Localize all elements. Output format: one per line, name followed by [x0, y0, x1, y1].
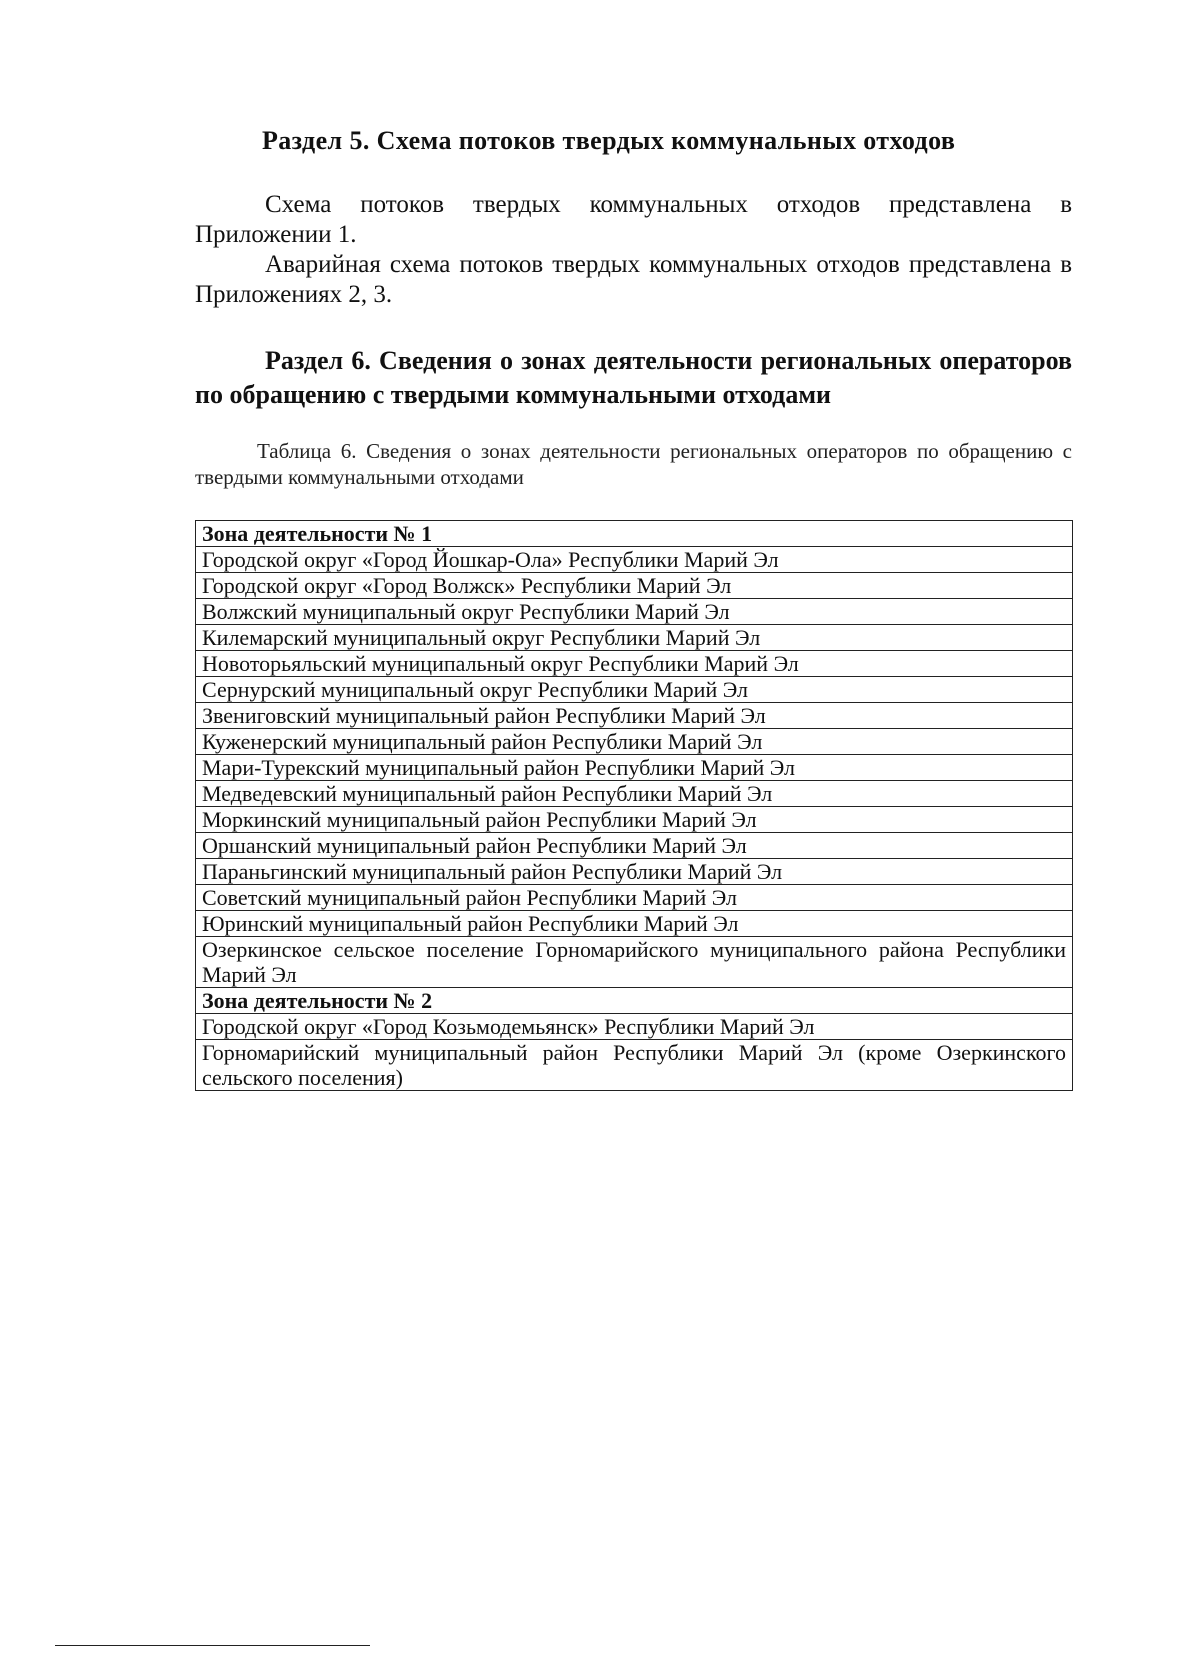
table-row	[196, 911, 1073, 937]
table-row	[196, 573, 1073, 599]
table-cell: Куженерский муниципальный район Республики Марий Эл	[196, 729, 1073, 755]
table-row	[196, 807, 1073, 833]
table-cell: Городской округ «Город Йошкар-Ола» Республики Марий Эл	[196, 547, 1073, 573]
table-cell: Сернурский муниципальный округ Республики Марий Эл	[196, 677, 1073, 703]
table-cell: Звениговский муниципальный район Республики Марий Эл	[196, 703, 1073, 729]
table-cell: Горномарийский муниципальный район Республики Марий Эл (кроме Озеркинского сельского поселения)	[196, 1040, 1073, 1091]
table-caption	[195, 438, 1072, 490]
table-cell: Оршанский муниципальный район Республики Марий Эл	[196, 833, 1073, 859]
table-row	[196, 1040, 1073, 1091]
table-row	[196, 833, 1073, 859]
section-5-paragraph-1-text: Схема потоков твердых коммунальных отходов представлена в Приложении 1.	[195, 191, 1072, 248]
table-row	[196, 521, 1073, 547]
section-5-paragraph-1	[195, 190, 1072, 250]
table-row	[196, 781, 1073, 807]
table-row	[196, 677, 1073, 703]
table-row	[196, 651, 1073, 677]
table-cell: Волжский муниципальный округ Республики Марий Эл	[196, 599, 1073, 625]
table-cell: Озеркинское сельское поселение Горномарийского муниципального района Республики Марий Эл	[196, 937, 1073, 988]
table-cell: Килемарский муниципальный округ Республики Марий Эл	[196, 625, 1073, 651]
table-row	[196, 755, 1073, 781]
table-row	[196, 885, 1073, 911]
table-cell: Параньгинский муниципальный район Республики Марий Эл	[196, 859, 1073, 885]
table-caption-text: Таблица 6. Сведения о зонах деятельности региональных операторов по обращению с твердыми коммунальными отходами	[195, 439, 1072, 489]
table-cell: Новоторьяльский муниципальный округ Республики Марий Эл	[196, 651, 1073, 677]
section-6-heading	[195, 344, 1072, 412]
table-cell: Юринский муниципальный район Республики Марий Эл	[196, 911, 1073, 937]
zone-1-header: Зона деятельности № 1	[196, 521, 1073, 547]
table-row	[196, 937, 1073, 988]
table-cell: Советский муниципальный район Республики Марий Эл	[196, 885, 1073, 911]
table-row	[196, 703, 1073, 729]
table-cell: Медведевский муниципальный район Республики Марий Эл	[196, 781, 1073, 807]
table-row	[196, 729, 1073, 755]
zones-table	[195, 520, 1073, 1091]
zone-2-header: Зона деятельности № 2	[196, 988, 1073, 1014]
footnote-separator-line	[55, 1645, 370, 1646]
table-row	[196, 859, 1073, 885]
table-cell: Мари-Турекский муниципальный район Республики Марий Эл	[196, 755, 1073, 781]
section-5-heading: Раздел 5. Схема потоков твердых коммунальных отходов	[262, 126, 956, 155]
table-row	[196, 1014, 1073, 1040]
section-5-paragraph-2-text: Аварийная схема потоков твердых коммунальных отходов представлена в Приложениях 2, 3.	[195, 251, 1072, 308]
table-cell: Городской округ «Город Козьмодемьянск» Республики Марий Эл	[196, 1014, 1073, 1040]
table-cell: Городской округ «Город Волжск» Республики Марий Эл	[196, 573, 1073, 599]
section-5-paragraph-2	[195, 250, 1072, 310]
table-row	[196, 547, 1073, 573]
table-row	[196, 988, 1073, 1014]
section-6-heading-text: Раздел 6. Сведения о зонах деятельности региональных операторов по обращению с твердыми коммунальными отходами	[195, 346, 1072, 409]
table-row	[196, 625, 1073, 651]
table-cell: Моркинский муниципальный район Республики Марий Эл	[196, 807, 1073, 833]
table-row	[196, 599, 1073, 625]
